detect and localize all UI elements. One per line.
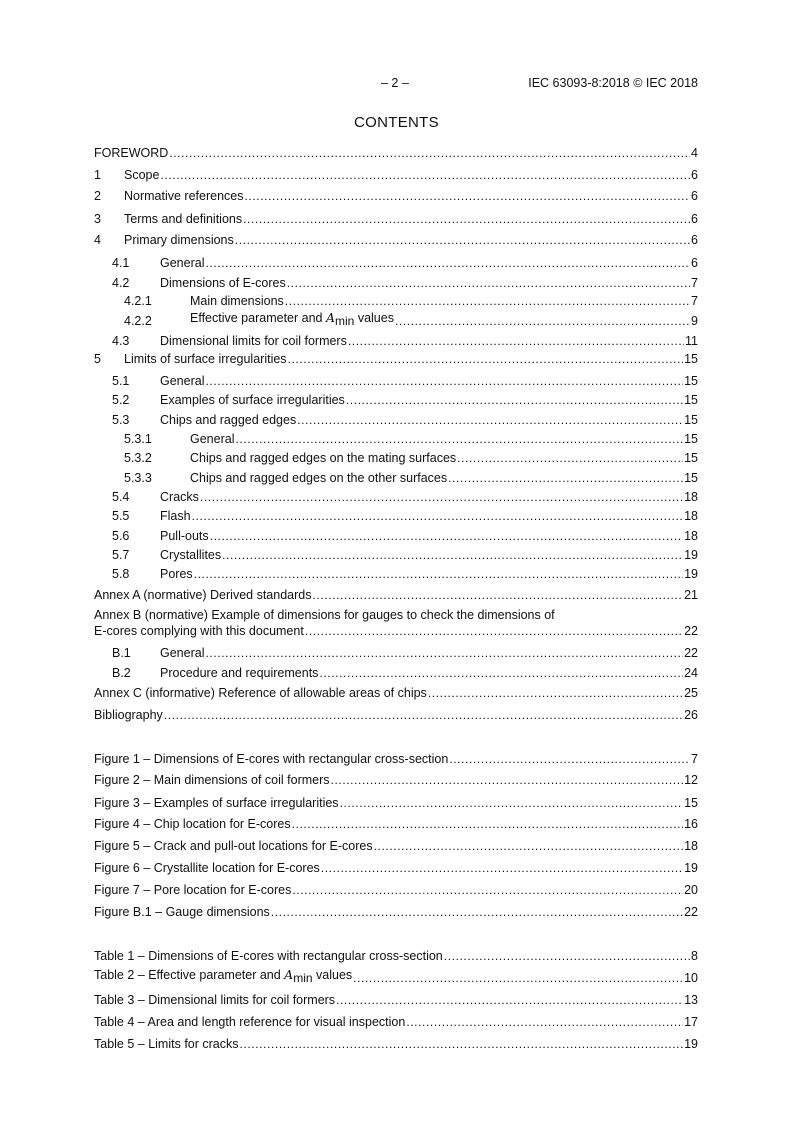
toc-entry-page: 26: [684, 708, 698, 722]
toc-entry-page: 22: [684, 624, 698, 638]
toc-entry-annex-b-line1[interactable]: Annex B (normative) Example of dimensions for gauges to check the dimensions of: [94, 608, 555, 622]
toc-entry-text: Figure 6 – Crystallite location for E-cores: [94, 861, 320, 875]
toc-entry-page: 15: [684, 451, 698, 465]
symbol-a: A: [284, 967, 294, 982]
toc-entry-number: 5.7: [112, 548, 130, 562]
toc-entry-number: B.1: [112, 646, 131, 660]
toc-entry-page: 19: [684, 548, 698, 562]
toc-entry-number: 4.2.2: [124, 314, 152, 328]
toc-entry-number: 4.1: [112, 256, 130, 270]
toc-entry-page: 6: [691, 168, 698, 182]
toc-entry-page: 12: [684, 773, 698, 787]
toc-entry-page: 18: [684, 490, 698, 504]
toc-entry-4[interactable]: [94, 231, 698, 247]
figure-entry-7[interactable]: [94, 881, 698, 897]
toc-entry-5-3-2[interactable]: [124, 449, 698, 465]
toc-entry-number: 5.3.2: [124, 451, 152, 465]
toc-entry-bibliography[interactable]: [94, 706, 698, 722]
toc-entry-text: Annex C (informative) Reference of allowable areas of chips: [94, 686, 427, 700]
toc-entry-text: Figure 7 – Pore location for E-cores: [94, 883, 292, 897]
toc-entry-annex-b[interactable]: [94, 622, 698, 638]
toc-entry-number: 5.1: [112, 374, 130, 388]
page-number: – 2 –: [381, 76, 409, 90]
toc-entry-5-8[interactable]: [112, 565, 698, 581]
toc-entry-5-4[interactable]: [112, 488, 698, 504]
toc-entry-text: Table 2 – Effective parameter and $A_{min}$ values: [94, 967, 353, 985]
toc-entry-number: 5: [94, 352, 101, 366]
toc-entry-page: 21: [684, 588, 698, 602]
toc-entry-page: 15: [684, 393, 698, 407]
toc-entry-page: 9: [691, 314, 698, 328]
figure-entry-3[interactable]: [94, 794, 698, 810]
toc-entry-text: Normative references: [124, 189, 244, 203]
contents-title: CONTENTS: [354, 114, 439, 131]
toc-entry-text: FOREWORD: [94, 146, 169, 160]
toc-entry-number: 4.3: [112, 334, 130, 348]
table-entry-2[interactable]: [94, 969, 698, 985]
toc-entry-4-1[interactable]: [112, 254, 698, 270]
toc-entry-number: 5.2: [112, 393, 130, 407]
toc-entry-4-2[interactable]: [112, 274, 698, 290]
toc-entry-2[interactable]: [94, 187, 698, 203]
toc-entry-page: 22: [684, 646, 698, 660]
table-entry-4[interactable]: [94, 1013, 698, 1029]
toc-entry-page: 13: [684, 993, 698, 1007]
toc-entry-5-5[interactable]: [112, 507, 698, 523]
toc-entry-page: 8: [691, 949, 698, 963]
toc-entry-text: Table 3 – Dimensional limits for coil formers: [94, 993, 336, 1007]
toc-entry-text: Effective parameter and $A_{min}$ values: [190, 310, 394, 328]
toc-entry-text: Figure 5 – Crack and pull-out locations for E-cores: [94, 839, 373, 853]
toc-entry-5-3-3[interactable]: [124, 469, 698, 485]
toc-entry-text: Figure 4 – Chip location for E-cores: [94, 817, 291, 831]
toc-entry-5-3-1[interactable]: [124, 430, 698, 446]
toc-entry-text: Figure B.1 – Gauge dimensions: [94, 905, 270, 919]
toc-entry-number: B.2: [112, 666, 131, 680]
toc-entry-page: 11: [685, 334, 698, 348]
toc-entry-text: Limits of surface irregularities: [124, 352, 287, 366]
toc-entry-text: Procedure and requirements: [160, 666, 319, 680]
toc-entry-page: 4: [691, 146, 698, 160]
symbol-subscript: min: [293, 971, 313, 985]
toc-entry-page: 6: [691, 233, 698, 247]
toc-entry-page: 15: [684, 374, 698, 388]
toc-entry-page: 15: [684, 796, 698, 810]
toc-entry-text: Flash: [160, 509, 191, 523]
toc-entry-text: Figure 3 – Examples of surface irregularities: [94, 796, 339, 810]
figure-entry-2[interactable]: [94, 771, 698, 787]
toc-entry-page: 15: [684, 471, 698, 485]
toc-entry-5-3[interactable]: [112, 411, 698, 427]
figure-entry-5[interactable]: [94, 837, 698, 853]
toc-entry-b-2[interactable]: [112, 664, 698, 680]
toc-entry-text: Terms and definitions: [124, 212, 243, 226]
toc-entry-page: 15: [684, 432, 698, 446]
toc-entry-page: 22: [684, 905, 698, 919]
toc-entry-number: 5.6: [112, 529, 130, 543]
toc-entry-page: 10: [684, 971, 698, 985]
toc-entry-number: 5.8: [112, 567, 130, 581]
toc-entry-text: Table 4 – Area and length reference for visual inspection: [94, 1015, 406, 1029]
toc-entry-number: 5.3.1: [124, 432, 152, 446]
figure-entry-1[interactable]: [94, 750, 698, 766]
toc-entry-text: Figure 1 – Dimensions of E-cores with rectangular cross-section: [94, 752, 449, 766]
toc-entry-text: Figure 2 – Main dimensions of coil formers: [94, 773, 330, 787]
toc-entry-page: 19: [684, 861, 698, 875]
toc-entry-text: Table 5 – Limits for cracks: [94, 1037, 239, 1051]
toc-entry-page: 24: [684, 666, 698, 680]
toc-entry-number: 4.2.1: [124, 294, 152, 308]
toc-entry-5-2[interactable]: [112, 391, 698, 407]
toc-entry-text: Primary dimensions: [124, 233, 234, 247]
toc-entry-text: General: [190, 432, 235, 446]
toc-entry-page: 19: [684, 567, 698, 581]
toc-entry-page: 25: [684, 686, 698, 700]
toc-entry-text: Dimensional limits for coil formers: [160, 334, 347, 348]
toc-entry-page: 6: [691, 256, 698, 270]
toc-entry-number: 4: [94, 233, 101, 247]
toc-entry-text: Chips and ragged edges on the mating surfaces: [190, 451, 457, 465]
toc-entry-number: 1: [94, 168, 101, 182]
toc-entry-page: 15: [684, 413, 698, 427]
toc-entry-page: 16: [684, 817, 698, 831]
toc-entry-page: 18: [684, 529, 698, 543]
symbol-subscript: min: [335, 314, 355, 328]
toc-entry-text: General: [160, 256, 205, 270]
toc-entry-number: 5.4: [112, 490, 130, 504]
toc-entry-number: 4.2: [112, 276, 130, 290]
toc-entry-1[interactable]: [94, 166, 698, 182]
figure-entry-4[interactable]: [94, 815, 698, 831]
toc-entry-text: Scope: [124, 168, 160, 182]
table-entry-5[interactable]: [94, 1035, 698, 1051]
toc-entry-text: General: [160, 374, 205, 388]
toc-entry-number: 2: [94, 189, 101, 203]
toc-entry-annex-a[interactable]: [94, 586, 698, 602]
toc-entry-4-2-1[interactable]: [124, 292, 698, 308]
toc-entry-number: 5.5: [112, 509, 130, 523]
toc-entry-page: 6: [691, 212, 698, 226]
toc-entry-text: Pull-outs: [160, 529, 209, 543]
toc-entry-3[interactable]: [94, 210, 698, 226]
toc-entry-text: Crystallites: [160, 548, 222, 562]
toc-entry-number: 3: [94, 212, 101, 226]
toc-entry-number: 5.3: [112, 413, 130, 427]
toc-entry-5-7[interactable]: [112, 546, 698, 562]
toc-entry-text: Table 1 – Dimensions of E-cores with rectangular cross-section: [94, 949, 443, 963]
toc-entry-4-2-2[interactable]: [124, 312, 698, 328]
symbol-a: A: [325, 310, 335, 325]
toc-entry-text: Cracks: [160, 490, 199, 504]
toc-entry-number: 5.3.3: [124, 471, 152, 485]
table-entry-3[interactable]: [94, 991, 698, 1007]
document-id: IEC 63093-8:2018 © IEC 2018: [528, 76, 698, 90]
toc-entry-text: Annex A (normative) Derived standards: [94, 588, 312, 602]
toc-entry-page: 7: [691, 276, 698, 290]
toc-entry-page: 17: [684, 1015, 698, 1029]
toc-entry-annex-c[interactable]: [94, 684, 698, 700]
toc-entry-5-6[interactable]: [112, 527, 698, 543]
toc-entry-page: 19: [684, 1037, 698, 1051]
toc-entry-page: 7: [691, 294, 698, 308]
toc-entry-text: E-cores complying with this document: [94, 624, 304, 638]
toc-entry-b-1[interactable]: [112, 644, 698, 660]
toc-entry-5-1[interactable]: [112, 372, 698, 388]
toc-entry-page: 6: [691, 189, 698, 203]
toc-entry-text: Main dimensions: [190, 294, 284, 308]
toc-entry-text: Examples of surface irregularities: [160, 393, 345, 407]
toc-entry-foreword[interactable]: [94, 144, 698, 160]
toc-entry-text: Chips and ragged edges: [160, 413, 297, 427]
toc-entry-text: Chips and ragged edges on the other surfaces: [190, 471, 448, 485]
toc-entry-text: Dimensions of E-cores: [160, 276, 286, 290]
figure-entry-b-1[interactable]: [94, 903, 698, 919]
toc-entry-page: 18: [684, 839, 698, 853]
table-entry-1[interactable]: [94, 947, 698, 963]
toc-entry-page: 7: [691, 752, 698, 766]
toc-entry-page: 15: [684, 352, 698, 366]
toc-entry-4-3[interactable]: [112, 332, 698, 348]
toc-entry-page: 20: [684, 883, 698, 897]
toc-entry-5[interactable]: [94, 350, 698, 366]
toc-entry-page: 18: [684, 509, 698, 523]
toc-entry-text: Bibliography: [94, 708, 163, 722]
figure-entry-6[interactable]: [94, 859, 698, 875]
toc-entry-text: General: [160, 646, 205, 660]
toc-entry-text: Pores: [160, 567, 193, 581]
